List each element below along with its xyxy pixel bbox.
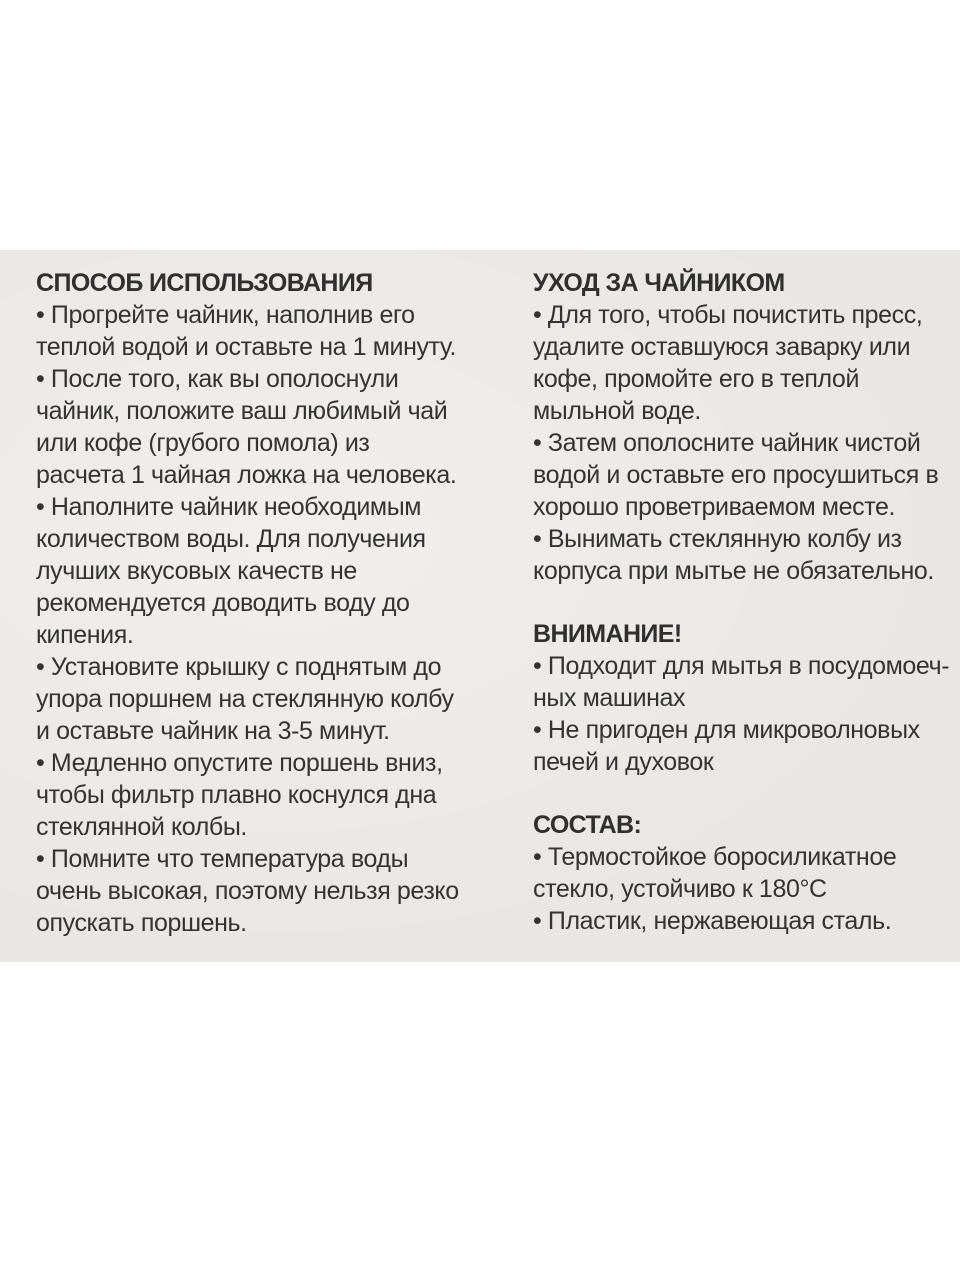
usage-line: кипения. (36, 621, 134, 649)
usage-line: стеклянной колбы. (36, 813, 247, 841)
attention-line: • Подходит для мытья в посудомоеч- (533, 652, 950, 680)
usage-line: количеством воды. Для получения (36, 525, 426, 553)
care-heading: УХОД ЗА ЧАЙНИКОМ (533, 269, 785, 297)
care-line: кофе, промойте его в теплой (533, 365, 860, 393)
usage-line: чайник, положите ваш любимый чай (36, 397, 448, 425)
usage-line: • Медленно опустите поршень вниз, (36, 749, 443, 777)
right-column (533, 267, 950, 937)
composition-line: • Пластик, нержавеющая сталь. (533, 907, 892, 935)
usage-line: теплой водой и оставьте на 1 минуту. (36, 333, 457, 361)
care-line: мыльной воде. (533, 397, 701, 425)
usage-line: опускать поршень. (36, 909, 247, 937)
attention-line: печей и духовок (533, 748, 714, 776)
section-spacer (533, 778, 945, 809)
usage-line: и оставьте чайник на 3-5 минут. (36, 717, 390, 745)
usage-line: • Прогрейте чайник, наполнив его (36, 301, 415, 329)
instruction-label (0, 250, 960, 962)
care-line: • Вынимать стеклянную колбу из (533, 525, 902, 553)
usage-line: • Установите крышку с поднятым до (36, 653, 442, 681)
usage-line: лучших вкусовых качеств не (36, 557, 357, 585)
care-line: • Для того, чтобы почистить пресс, (533, 301, 923, 329)
usage-line: чтобы фильтр плавно коснулся дна (36, 781, 437, 809)
composition-heading: СОСТАВ: (533, 811, 642, 839)
composition-line: • Термостойкое боросиликатное (533, 843, 897, 871)
usage-line: • Помните что температура воды (36, 845, 409, 873)
care-line: • Затем ополосните чайник чистой (533, 429, 921, 457)
attention-section (533, 618, 950, 778)
care-line: корпуса при мытье не обязательно. (533, 557, 934, 585)
section-spacer (533, 587, 945, 618)
usage-section (36, 267, 466, 939)
care-line: водой и оставьте его просушиться в (533, 461, 939, 489)
care-line: удалите оставшуюся заварку или (533, 333, 911, 361)
care-line: хорошо проветриваемом месте. (533, 493, 896, 521)
usage-line: • После того, как вы ополоснули (36, 365, 399, 393)
usage-line: или кофе (грубого помола) из (36, 429, 370, 457)
attention-line: • Не пригоден для микроволновых (533, 716, 920, 744)
usage-line: очень высокая, поэтому нельзя резко (36, 877, 459, 905)
attention-heading: ВНИМАНИЕ! (533, 620, 682, 648)
care-section (533, 267, 945, 587)
usage-line: упора поршнем на стеклянную колбу (36, 685, 454, 713)
usage-heading: СПОСОБ ИСПОЛЬЗОВАНИЯ (36, 269, 373, 297)
composition-line: стекло, устойчиво к 180°C (533, 875, 827, 903)
usage-line: • Наполните чайник необходимым (36, 493, 422, 521)
usage-line: рекомендуется доводить воду до (36, 589, 410, 617)
composition-section (533, 809, 945, 937)
usage-line: расчета 1 чайная ложка на человека. (36, 461, 457, 489)
attention-line: ных машинах (533, 684, 686, 712)
